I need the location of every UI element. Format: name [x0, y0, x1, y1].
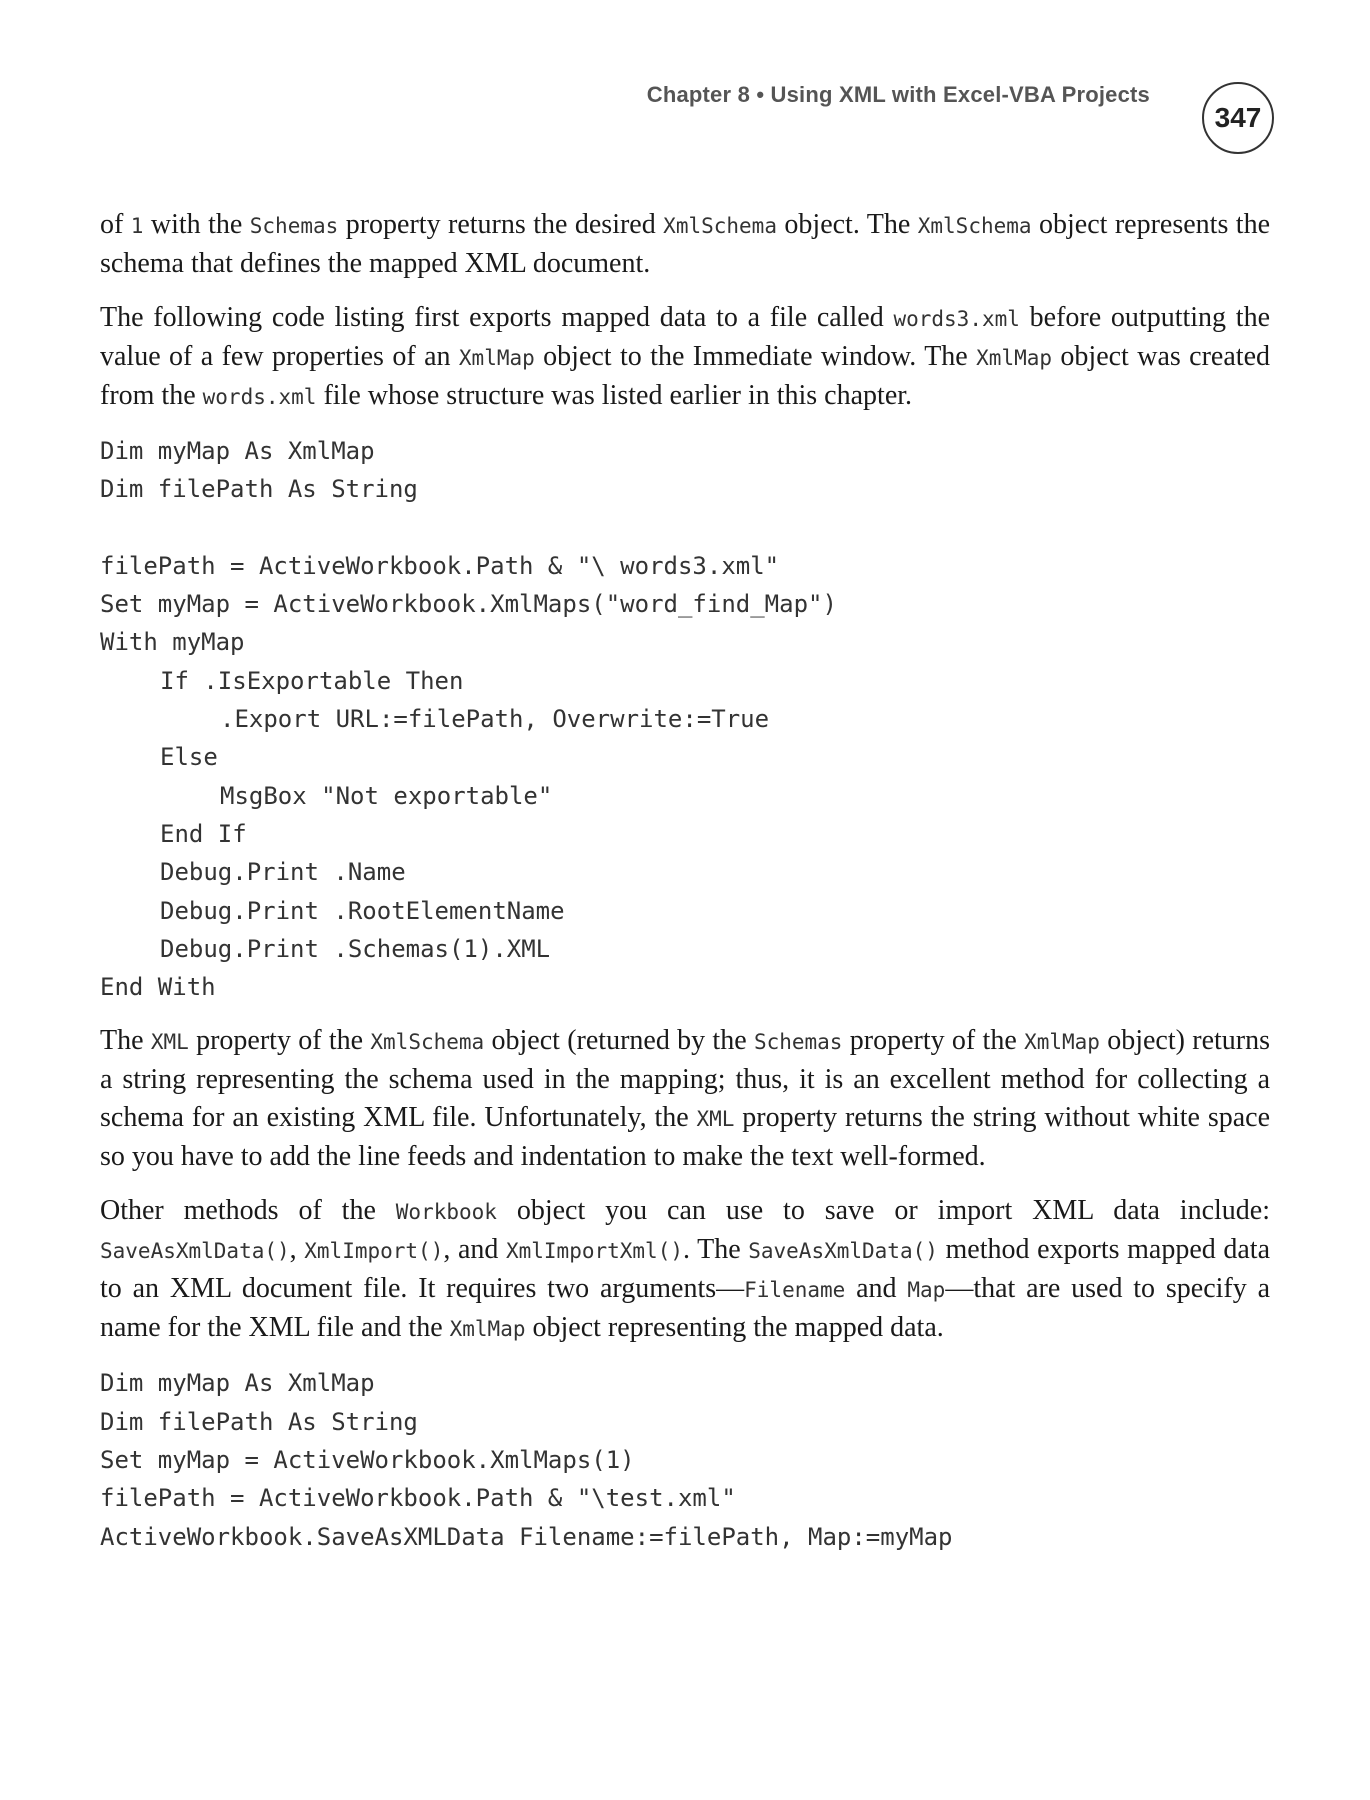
inline-code: XmlSchema: [917, 214, 1032, 238]
code-line: Debug.Print .Schemas(1).XML: [160, 934, 551, 963]
inline-code: XML: [150, 1030, 189, 1055]
page-number: 347: [1202, 82, 1274, 154]
code-listing-export: [100, 432, 1270, 1006]
inline-code: XmlImportXml(): [505, 1239, 683, 1264]
code-line: ActiveWorkbook.SaveAsXMLData Filename:=filePath, Map:=myMap: [100, 1522, 953, 1551]
code-line: If .IsExportable Then: [160, 666, 464, 695]
inline-code: XmlSchema: [370, 1030, 485, 1055]
inline-code: Filename: [744, 1278, 846, 1303]
page-body: [100, 206, 1270, 1572]
paragraph-workbook-methods: Other methods of the Workbook object you can use to save or import XML data include: SaveAsXmlData(), XmlImport(), and XmlImportXml(). The SaveAsXmlData() method exports mapped data to an XML document file. It requires two arguments—Filename and Map—that are used to specify a name for the XML file and the XmlMap object representing the mapped data.: [100, 1195, 1270, 1344]
code-line: End With: [100, 973, 216, 1002]
code-line-blank: [100, 509, 1270, 547]
inline-code: Schemas: [753, 1030, 843, 1055]
inline-code: XML: [696, 1107, 735, 1132]
code-line: .Export URL:=filePath, Overwrite:=True: [220, 705, 770, 734]
code-line: Dim myMap As XmlMap: [100, 437, 375, 465]
paragraph-xml-property: The XML property of the XmlSchema object (returned by the Schemas property of the XmlMap object) returns a string representing the schema used in the mapping; thus, it is an excellent method for collecting a schema for an existing XML file. Unfortunately, the XML property returns the string without white space so you have to add the line feeds and indentation to make the text well-formed.: [100, 1025, 1271, 1173]
code-line: End If: [160, 819, 247, 848]
inline-code: XmlImport(): [304, 1239, 444, 1264]
inline-code: Workbook: [395, 1200, 497, 1225]
code-line: Dim myMap As XmlMap: [100, 1369, 375, 1398]
inline-code: Map: [907, 1278, 946, 1303]
inline-code: XmlMap: [449, 1317, 526, 1342]
code-line: Set myMap = ActiveWorkbook.XmlMaps(1): [100, 1446, 635, 1475]
inline-code: Schemas: [249, 214, 339, 238]
paragraph-schemas-intro: of 1 with the Schemas property returns the desired XmlSchema object. The XmlSchema object represents the schema that defines the mapped XML document.: [100, 209, 1271, 279]
inline-code: words.xml: [202, 385, 317, 409]
code-line: Set myMap = ActiveWorkbook.XmlMaps("word_find_Map"): [100, 590, 837, 619]
code-line: MsgBox "Not exportable": [220, 781, 553, 810]
inline-code: SaveAsXmlData(): [100, 1239, 290, 1264]
running-header: Chapter 8 • Using XML with Excel-VBA Projects: [646, 82, 1150, 107]
code-line: With myMap: [100, 628, 245, 657]
inline-code: XmlSchema: [663, 214, 777, 238]
code-line: Debug.Print .Name: [160, 858, 406, 887]
inline-code: XmlMap: [976, 346, 1053, 370]
inline-code: 1: [130, 214, 144, 238]
code-line: filePath = ActiveWorkbook.Path & "\ words3.xml": [100, 551, 780, 580]
code-line: Dim filePath As String: [100, 475, 418, 504]
code-line: filePath = ActiveWorkbook.Path & "\test.xml": [100, 1484, 736, 1513]
inline-code: XmlMap: [1024, 1030, 1100, 1055]
inline-code: XmlMap: [458, 346, 535, 370]
code-line: Debug.Print .RootElementName: [160, 896, 565, 925]
inline-code: words3.xml: [893, 307, 1020, 331]
code-line: Dim filePath As String: [100, 1407, 418, 1436]
paragraph-export-listing-intro: The following code listing first exports mapped data to a file called words3.xml before outputting the value of a few properties of an XmlMap object to the Immediate window. The XmlMap object was created from the words.xml file whose structure was listed earlier in this chapter.: [100, 302, 1270, 411]
code-line: Else: [160, 743, 218, 772]
inline-code: SaveAsXmlData(): [748, 1239, 938, 1264]
code-listing-saveasxmldata: [100, 1364, 1270, 1555]
